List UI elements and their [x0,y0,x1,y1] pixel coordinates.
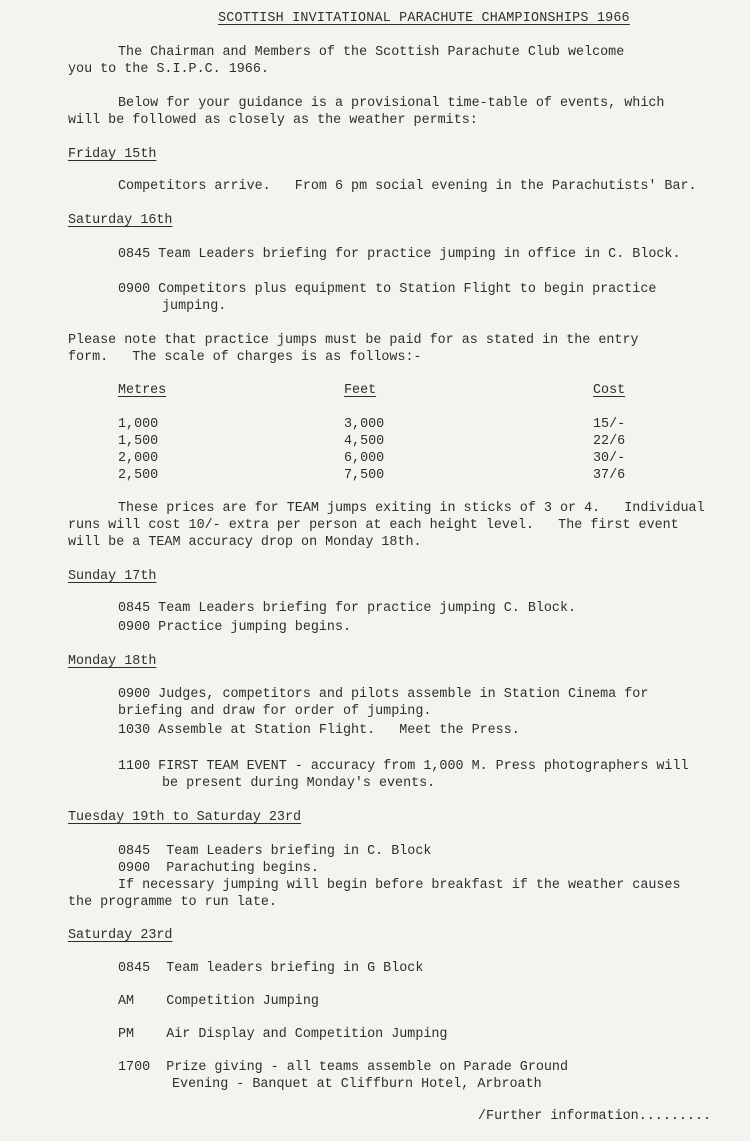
sunday-event-1: 0845 Team Leaders briefing for practice jumping C. Block. [118,601,577,616]
monday-event-2: 1030 Assemble at Station Flight. Meet the Press. [118,723,520,738]
monday-event-1-cont: briefing and draw for order of jumping. [118,704,432,719]
saturday16-event-1: 0845 Team Leaders briefing for practice jumping in office in C. Block. [118,247,681,262]
table-cell: 22/6 [593,434,626,449]
monday-event-3-cont: be present during Monday's events. [162,776,436,791]
table-header-feet: Feet [344,383,377,398]
charges-note-line-2: form. The scale of charges is as follows:- [68,350,422,365]
sunday-heading: Sunday 17th [68,569,157,584]
saturday16-event-2: 0900 Competitors plus equipment to Station Flight to begin practice [118,282,657,297]
page-title: SCOTTISH INVITATIONAL PARACHUTE CHAMPIONSHIPS 1966 [218,11,630,26]
tuesday-event-1: 0845 Team Leaders briefing in C. Block [118,844,432,859]
guidance-line-2: will be followed as closely as the weather permits: [68,113,478,128]
table-header-metres: Metres [118,383,167,398]
prices-note-line-1: These prices are for TEAM jumps exiting in sticks of 3 or 4. Individual [118,501,705,516]
guidance-line-1: Below for your guidance is a provisional time-table of events, which [118,96,665,111]
table-cell: 30/- [593,451,626,466]
prices-note-line-3: will be a TEAM accuracy drop on Monday 18th. [68,535,422,550]
tuesday-event-2: 0900 Parachuting begins. [118,861,319,876]
table-cell: 1,000 [118,417,159,432]
saturday23-event-4-cont: Evening - Banquet at Cliffburn Hotel, Arbroath [172,1077,542,1092]
table-cell: 7,500 [344,468,385,483]
sunday-event-2: 0900 Practice jumping begins. [118,620,352,635]
monday-event-1: 0900 Judges, competitors and pilots assemble in Station Cinema for [118,687,649,702]
friday-text: Competitors arrive. From 6 pm social evening in the Parachutists' Bar. [118,179,697,194]
table-cell: 2,500 [118,468,159,483]
saturday23-event-3: PM Air Display and Competition Jumping [118,1027,448,1042]
welcome-line-2: you to the S.I.P.C. 1966. [68,62,269,77]
saturday16-heading: Saturday 16th [68,213,173,228]
table-cell: 15/- [593,417,626,432]
table-cell: 1,500 [118,434,159,449]
saturday23-event-1: 0845 Team leaders briefing in G Block [118,961,424,976]
table-cell: 37/6 [593,468,626,483]
tuesday-heading: Tuesday 19th to Saturday 23rd [68,810,302,825]
monday-heading: Monday 18th [68,654,157,669]
table-cell: 6,000 [344,451,385,466]
table-cell: 3,000 [344,417,385,432]
table-header-cost: Cost [593,383,626,398]
saturday16-event-2-cont: jumping. [162,299,227,314]
saturday23-heading: Saturday 23rd [68,928,173,943]
monday-event-3: 1100 FIRST TEAM EVENT - accuracy from 1,000 M. Press photographers will [118,759,689,774]
table-cell: 4,500 [344,434,385,449]
welcome-line-1: The Chairman and Members of the Scottish Parachute Club welcome [118,45,625,60]
tuesday-note-1: If necessary jumping will begin before breakfast if the weather causes [118,878,681,893]
saturday23-event-2: AM Competition Jumping [118,994,319,1009]
charges-note-line-1: Please note that practice jumps must be paid for as stated in the entry [68,333,639,348]
tuesday-note-2: the programme to run late. [68,895,277,910]
further-information-footer: /Further information......... [478,1109,712,1124]
table-cell: 2,000 [118,451,159,466]
friday-heading: Friday 15th [68,147,157,162]
saturday23-event-4: 1700 Prize giving - all teams assemble on Parade Ground [118,1060,568,1075]
prices-note-line-2: runs will cost 10/- extra per person at each height level. The first event [68,518,679,533]
